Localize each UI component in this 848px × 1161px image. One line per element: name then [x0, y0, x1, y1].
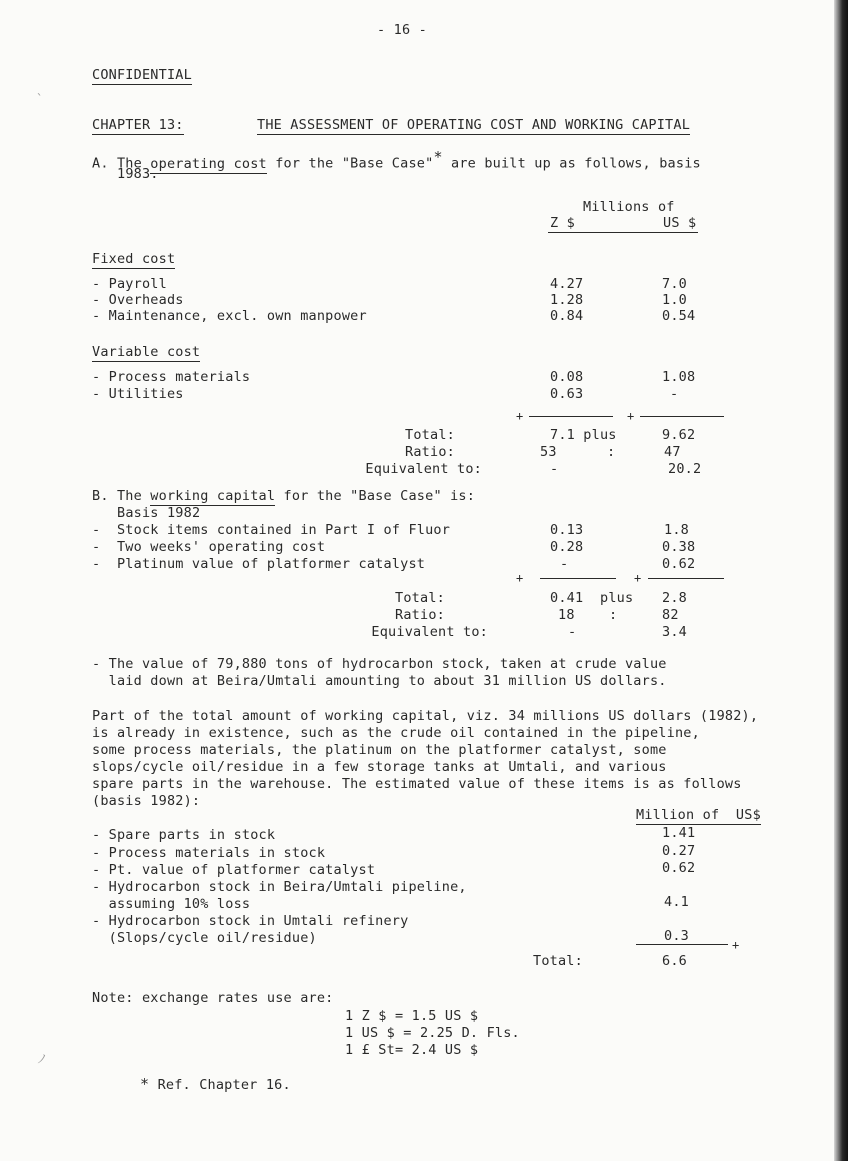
working-item-z: -: [560, 556, 569, 572]
chapter-label: CHAPTER 13:: [92, 117, 184, 133]
section-b-intro: B. The working capital for the "Base Case" is:: [92, 488, 476, 504]
ratio-us: 82: [662, 607, 679, 623]
sum-plus-sign: +: [627, 409, 635, 423]
fixed-item-label: - Maintenance, excl. own manpower: [92, 308, 367, 324]
existing-item-value: 4.1: [664, 894, 689, 910]
equivalent-z: -: [550, 461, 559, 477]
hydrocarbon-note-line: laid down at Beira/Umtali amounting to about 31 million US dollars.: [92, 673, 667, 689]
existing-item-label: - Spare parts in stock: [92, 827, 276, 843]
footnote-star-icon: *: [433, 148, 443, 166]
paragraph-line: (basis 1982):: [92, 793, 201, 809]
existing-item-value: 0.3: [664, 928, 689, 944]
existing-item-label: - Hydrocarbon stock in Beira/Umtali pipeline,: [92, 879, 467, 895]
total-us: 2.8: [662, 590, 687, 606]
sum-rule: [640, 416, 724, 417]
col-z-header: Z $: [550, 215, 575, 231]
fixed-cost-heading: Fixed cost: [92, 251, 176, 267]
exchange-rate: 1 £ St= 2.4 US $: [345, 1042, 479, 1058]
fixed-item-us: 7.0: [662, 276, 687, 292]
existing-item-label: - Hydrocarbon stock in Umtali refinery: [92, 913, 409, 929]
fixed-item-z: 4.27: [550, 276, 584, 292]
equivalent-label: Equivalent to:: [371, 624, 488, 640]
existing-item-value: 1.41: [662, 825, 696, 841]
sum-rule: [529, 416, 613, 417]
variable-item-z: 0.08: [550, 369, 584, 385]
equivalent-us: 3.4: [662, 624, 687, 640]
paragraph-line: is already in existence, such as the crude oil contained in the pipeline,: [92, 725, 700, 741]
sum-rule: [636, 944, 728, 945]
exchange-rate: 1 US $ = 2.25 D. Fls.: [345, 1025, 520, 1041]
total-label: Total:: [395, 590, 445, 606]
paragraph-line: slops/cycle oil/residue in a few storage tanks at Umtali, and various: [92, 759, 667, 775]
total-label: Total:: [405, 427, 455, 443]
paragraph-line: Part of the total amount of working capital, viz. 34 millions US dollars (1982),: [92, 708, 759, 724]
existing-item-label: assuming 10% loss: [92, 896, 251, 912]
variable-item-label: - Utilities: [92, 386, 184, 402]
sum-rule: [540, 578, 616, 579]
existing-header: Million of US$: [636, 807, 761, 823]
paragraph-line: some process materials, the platinum on the platformer catalyst, some: [92, 742, 667, 758]
ratio-label: Ratio:: [405, 444, 455, 460]
section-b-basis: Basis 1982: [117, 505, 201, 521]
exchange-note-label: Note: exchange rates use are:: [92, 990, 334, 1006]
working-item-us: 0.62: [662, 556, 696, 572]
sum-plus-sign: +: [732, 938, 740, 952]
footnote: * Ref. Chapter 16.: [140, 1075, 291, 1093]
exchange-rate: 1 Z $ = 1.5 US $: [345, 1008, 479, 1024]
chapter-title: THE ASSESSMENT OF OPERATING COST AND WORKING CAPITAL: [257, 117, 691, 133]
working-item-label: - Two weeks' operating cost: [92, 539, 326, 555]
working-item-label: - Stock items contained in Part I of Fluor: [92, 522, 451, 538]
ratio-z: 18: [558, 607, 575, 623]
ratio-z: 53: [540, 444, 557, 460]
fixed-item-label: - Payroll: [92, 276, 167, 292]
ratio-separator: :: [609, 607, 618, 623]
col-us-header: US $: [663, 215, 697, 231]
paragraph-line: spare parts in the warehouse. The estimated value of these items is as follows: [92, 776, 742, 792]
variable-item-us: -: [670, 386, 679, 402]
working-item-z: 0.13: [550, 522, 584, 538]
working-item-us: 0.38: [662, 539, 696, 555]
existing-item-label: - Process materials in stock: [92, 845, 326, 861]
sum-plus-sign: +: [516, 409, 524, 423]
sum-rule: [648, 578, 724, 579]
working-item-us: 1.8: [664, 522, 689, 538]
existing-item-value: 0.62: [662, 860, 696, 876]
variable-cost-heading: Variable cost: [92, 344, 201, 360]
fixed-item-us: 1.0: [662, 292, 687, 308]
total-plus-word: plus: [600, 590, 634, 606]
existing-item-value: 0.27: [662, 843, 696, 859]
total-z: 7.1 plus: [550, 427, 617, 443]
equivalent-z: -: [568, 624, 577, 640]
total-us: 9.62: [662, 427, 696, 443]
variable-item-us: 1.08: [662, 369, 696, 385]
existing-total-value: 6.6: [662, 953, 687, 969]
fixed-item-label: - Overheads: [92, 292, 184, 308]
fixed-item-z: 1.28: [550, 292, 584, 308]
ratio-label: Ratio:: [395, 607, 445, 623]
ratio-us: 47: [664, 444, 681, 460]
scan-mark: `: [36, 92, 44, 106]
fixed-item-z: 0.84: [550, 308, 584, 324]
section-a-intro: A. The operating cost for the "Base Case"* are built up as follows, basis: [92, 148, 701, 172]
fixed-item-us: 0.54: [662, 308, 696, 324]
existing-item-label: (Slops/cycle oil/residue): [92, 930, 317, 946]
units-header: Millions of: [583, 199, 675, 215]
classification: CONFIDENTIAL: [92, 67, 192, 83]
equivalent-us: 20.2: [668, 461, 702, 477]
sum-plus-sign: +: [516, 571, 524, 585]
ratio-separator: :: [607, 444, 616, 460]
page-number: - 16 -: [377, 22, 427, 38]
existing-item-label: - Pt. value of platformer catalyst: [92, 862, 376, 878]
hydrocarbon-note-line: - The value of 79,880 tons of hydrocarbon stock, taken at crude value: [92, 656, 667, 672]
scan-mark: ノ: [36, 1052, 49, 1066]
section-a-basis: 1983.: [117, 166, 159, 182]
header-rule: [548, 232, 698, 233]
scan-edge-shadow: [834, 0, 848, 1161]
variable-item-z: 0.63: [550, 386, 584, 402]
working-item-z: 0.28: [550, 539, 584, 555]
working-item-label: - Platinum value of platformer catalyst: [92, 556, 426, 572]
sum-plus-sign: +: [634, 571, 642, 585]
variable-item-label: - Process materials: [92, 369, 251, 385]
equivalent-label: Equivalent to:: [365, 461, 482, 477]
footnote-star-icon: *: [140, 1075, 150, 1093]
total-z: 0.41: [550, 590, 584, 606]
existing-total-label: Total:: [533, 953, 583, 969]
